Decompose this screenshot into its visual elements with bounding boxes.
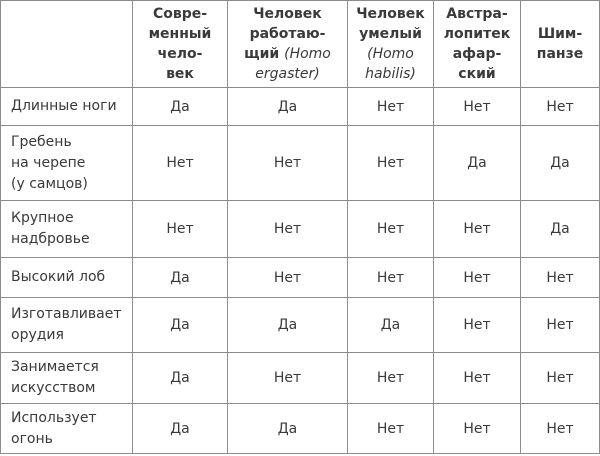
value-cell: Нет — [521, 404, 600, 454]
value-cell: Нет — [228, 353, 348, 404]
value-cell: Нет — [133, 201, 228, 258]
header-homo-habilis — [348, 1, 434, 88]
header-modern-human — [133, 1, 228, 88]
value-cell: Да — [133, 258, 228, 298]
value-cell: Нет — [434, 201, 521, 258]
header-line: панзе — [536, 46, 584, 62]
header-line: умелый — [359, 26, 422, 42]
trait-label: Использует огонь — [1, 404, 133, 454]
value-cell: Нет — [434, 258, 521, 298]
header-line: чело- — [157, 46, 203, 62]
value-cell: Нет — [348, 201, 434, 258]
value-cell: Нет — [228, 201, 348, 258]
value-cell: Да — [228, 88, 348, 126]
header-line: habilis) — [365, 66, 416, 82]
value-cell: Да — [133, 404, 228, 454]
header-chimpanzee — [521, 1, 600, 88]
value-cell: Нет — [348, 126, 434, 201]
value-cell: Нет — [521, 353, 600, 404]
header-line: Совре- — [152, 6, 208, 22]
value-cell: Да — [133, 353, 228, 404]
header-line: (Homo — [367, 46, 414, 62]
value-cell: Да — [521, 201, 600, 258]
header-line: ский — [458, 66, 496, 82]
header-line: афар- — [452, 46, 502, 62]
value-cell: Да — [434, 126, 521, 201]
table-row — [1, 201, 600, 258]
value-cell: Нет — [521, 298, 600, 353]
trait-label: Изготавливает орудия — [1, 298, 133, 353]
trait-label: Крупное надбровье — [1, 201, 133, 258]
value-cell: Нет — [434, 353, 521, 404]
value-cell: Нет — [348, 258, 434, 298]
header-line: Шим- — [537, 26, 583, 42]
header-homo-ergaster — [228, 1, 348, 88]
value-cell: Да — [133, 298, 228, 353]
table-row — [1, 404, 600, 454]
trait-label: Длинные ноги — [1, 88, 133, 126]
header-corner-cell — [1, 1, 133, 88]
value-cell: Да — [228, 404, 348, 454]
table-row — [1, 258, 600, 298]
header-line: Австра- — [446, 6, 508, 22]
header-line: работаю- — [249, 26, 326, 42]
header-line: лопитек — [443, 26, 511, 42]
value-cell: Нет — [434, 88, 521, 126]
value-cell: Да — [228, 298, 348, 353]
value-cell: Нет — [521, 88, 600, 126]
trait-label: Занимается искусством — [1, 353, 133, 404]
value-cell: Нет — [133, 126, 228, 201]
header-line: Человек — [356, 6, 425, 22]
header-australopithecus — [434, 1, 521, 88]
value-cell: Нет — [521, 258, 600, 298]
value-cell: Нет — [228, 258, 348, 298]
value-cell: Нет — [348, 353, 434, 404]
value-cell: Нет — [434, 404, 521, 454]
table-row — [1, 298, 600, 353]
value-cell: Нет — [348, 88, 434, 126]
value-cell: Да — [348, 298, 434, 353]
table-row — [1, 353, 600, 404]
trait-label: Гребень на черепе (у самцов) — [1, 126, 133, 201]
table-row — [1, 88, 600, 126]
value-cell: Да — [133, 88, 228, 126]
header-row — [1, 1, 600, 88]
header-line: щий (Homo — [244, 46, 331, 62]
trait-label: Высокий лоб — [1, 258, 133, 298]
value-cell: Нет — [434, 298, 521, 353]
header-line: менный — [148, 26, 212, 42]
value-cell: Нет — [228, 126, 348, 201]
header-line: Человек — [253, 6, 322, 22]
value-cell: Да — [521, 126, 600, 201]
header-line: век — [166, 66, 194, 82]
header-line: ergaster) — [255, 66, 320, 82]
table-row — [1, 126, 600, 201]
value-cell: Нет — [348, 404, 434, 454]
